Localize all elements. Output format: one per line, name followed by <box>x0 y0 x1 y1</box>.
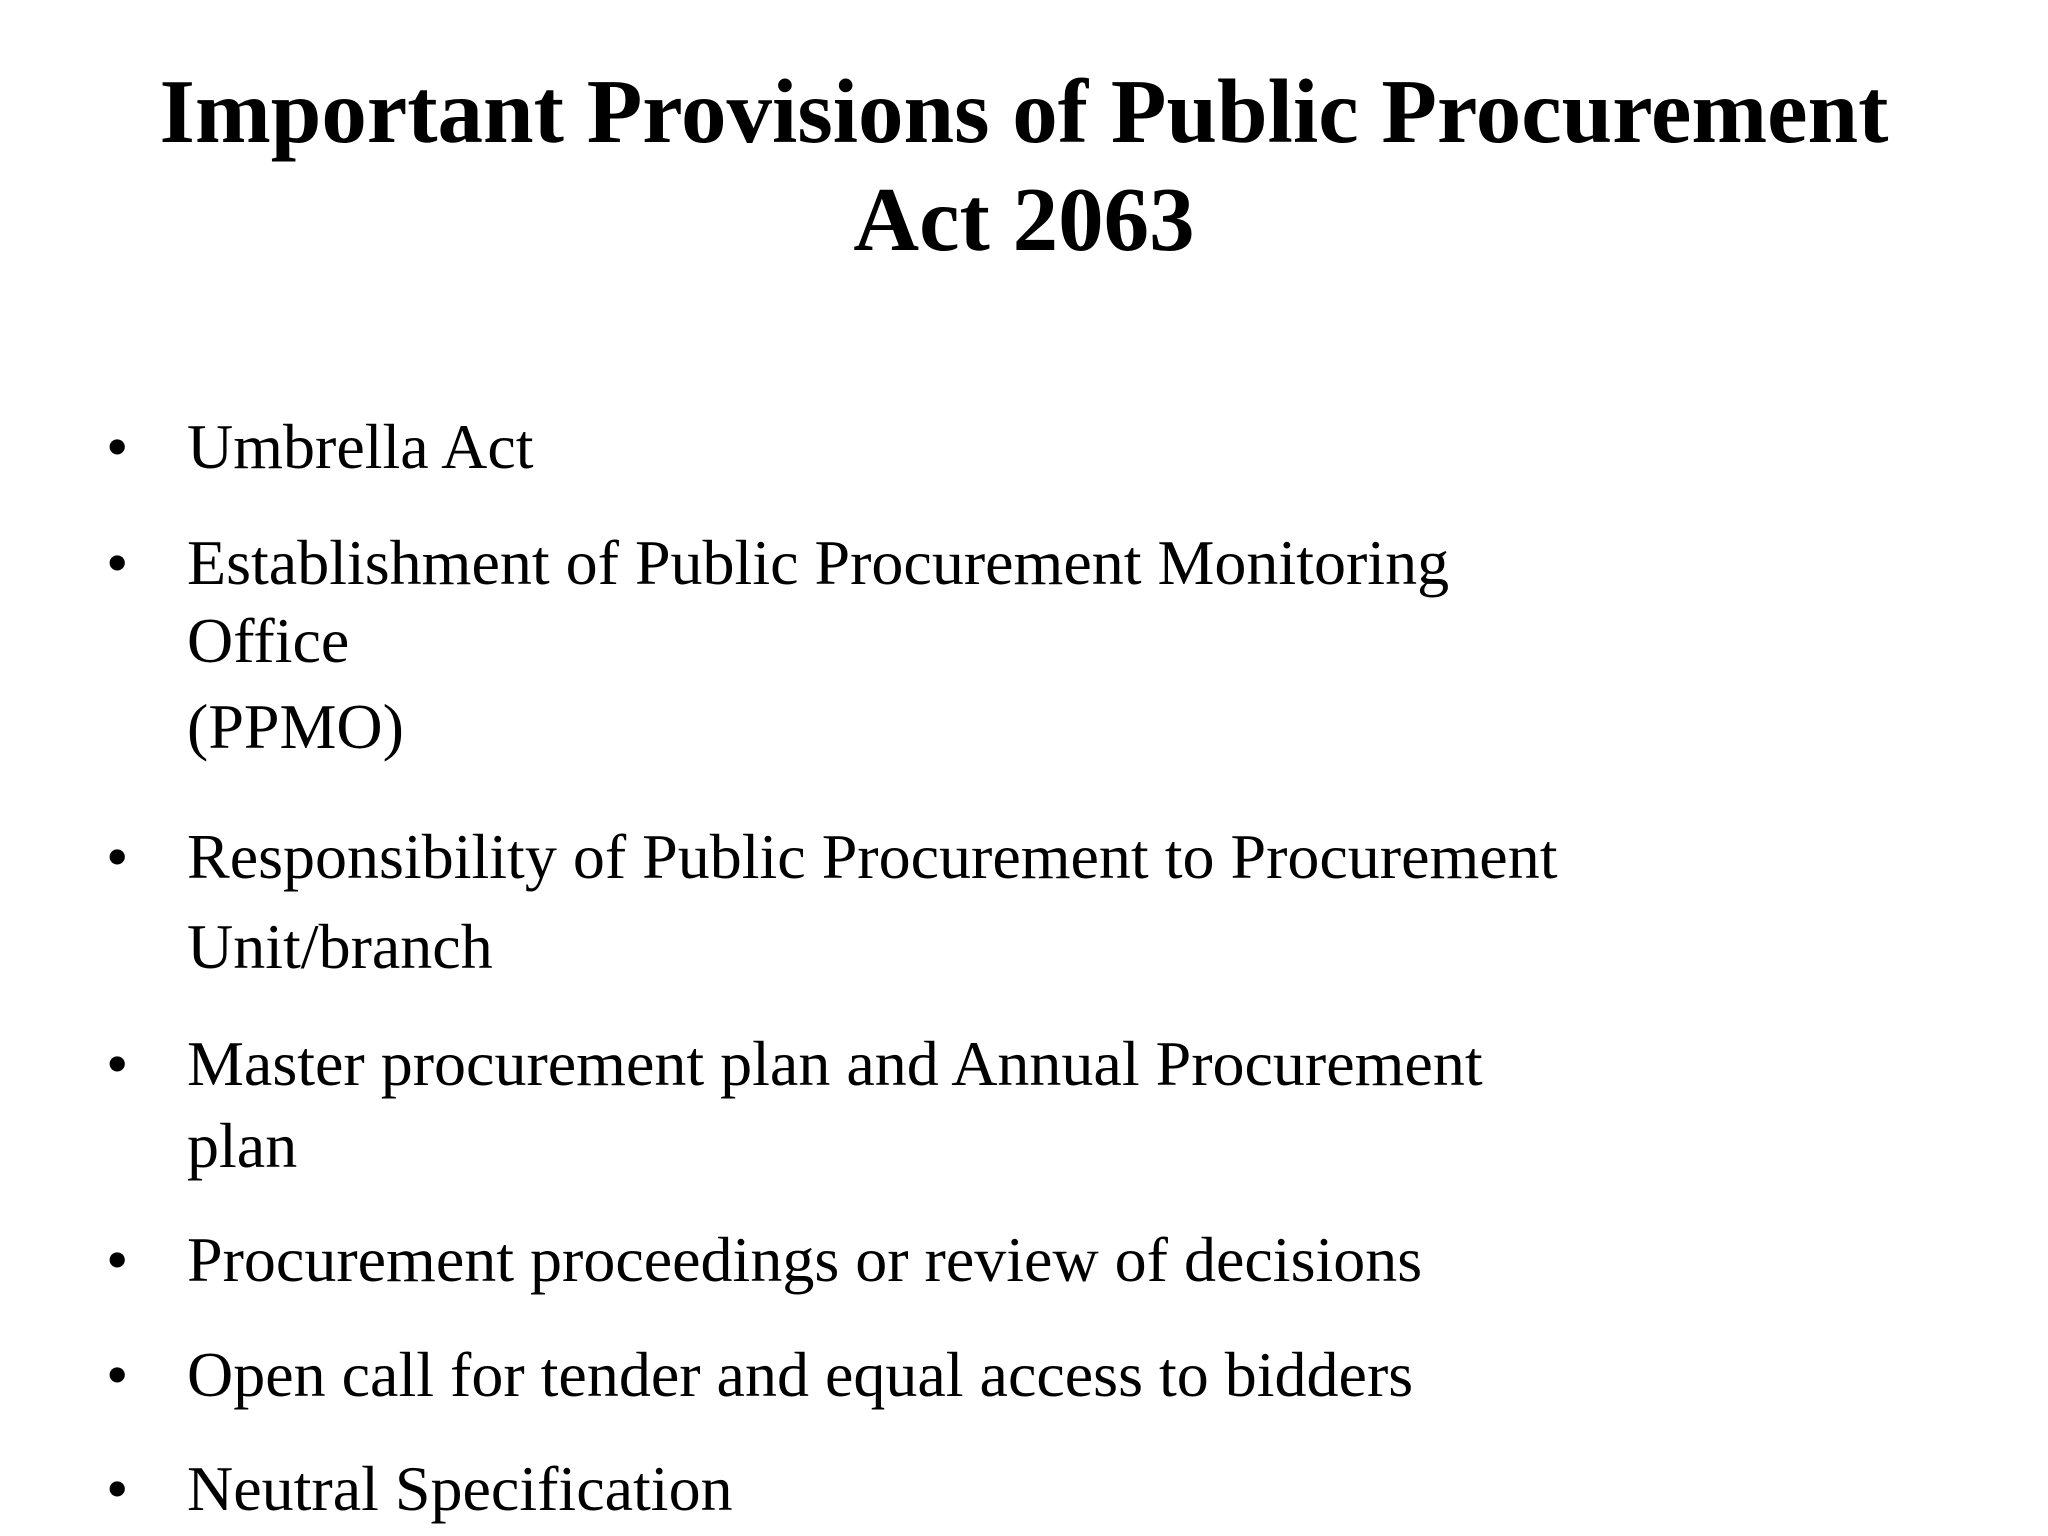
list-item-text <box>187 402 534 492</box>
bullet-icon: • <box>106 1028 129 1099</box>
list-item-line: Procurement proceedings or review of decisions <box>187 1224 1423 1295</box>
list-item-line: Neutral Specification <box>187 1453 733 1524</box>
slide-title-line-2: Act 2063 <box>853 169 1195 270</box>
list-item-line: Open call for tender and equal access to bidders <box>187 1339 1414 1410</box>
list-item-line: (PPMO) <box>187 691 404 762</box>
list-item-text <box>187 1215 1422 1305</box>
list-item-text <box>187 812 1557 992</box>
list-item-line: Unit/branch <box>187 911 493 982</box>
list-item-line: Master procurement plan and Annual Procurement <box>187 1028 1483 1099</box>
list-item-line: Umbrella Act <box>187 411 534 482</box>
bullet-icon: • <box>106 411 129 482</box>
bullet-icon: • <box>106 527 129 598</box>
slide-title-line-1: Important Provisions of Public Procurement <box>159 61 1889 162</box>
list-item-line: Responsibility of Public Procurement to Procurement <box>187 821 1558 892</box>
list-item-line: plan <box>187 1110 298 1181</box>
list-item-text <box>187 1330 1413 1420</box>
list-item-text <box>187 1019 1483 1187</box>
bullet-icon: • <box>106 821 129 892</box>
bullet-icon: • <box>106 1339 129 1410</box>
bullet-icon: • <box>106 1224 129 1295</box>
list-item-text <box>187 518 1449 772</box>
list-item-line: Establishment of Public Procurement Monitoring <box>187 527 1450 598</box>
bullet-icon: • <box>106 1453 129 1524</box>
list-item-text <box>187 1444 733 1534</box>
list-item-line: Office <box>187 605 350 676</box>
